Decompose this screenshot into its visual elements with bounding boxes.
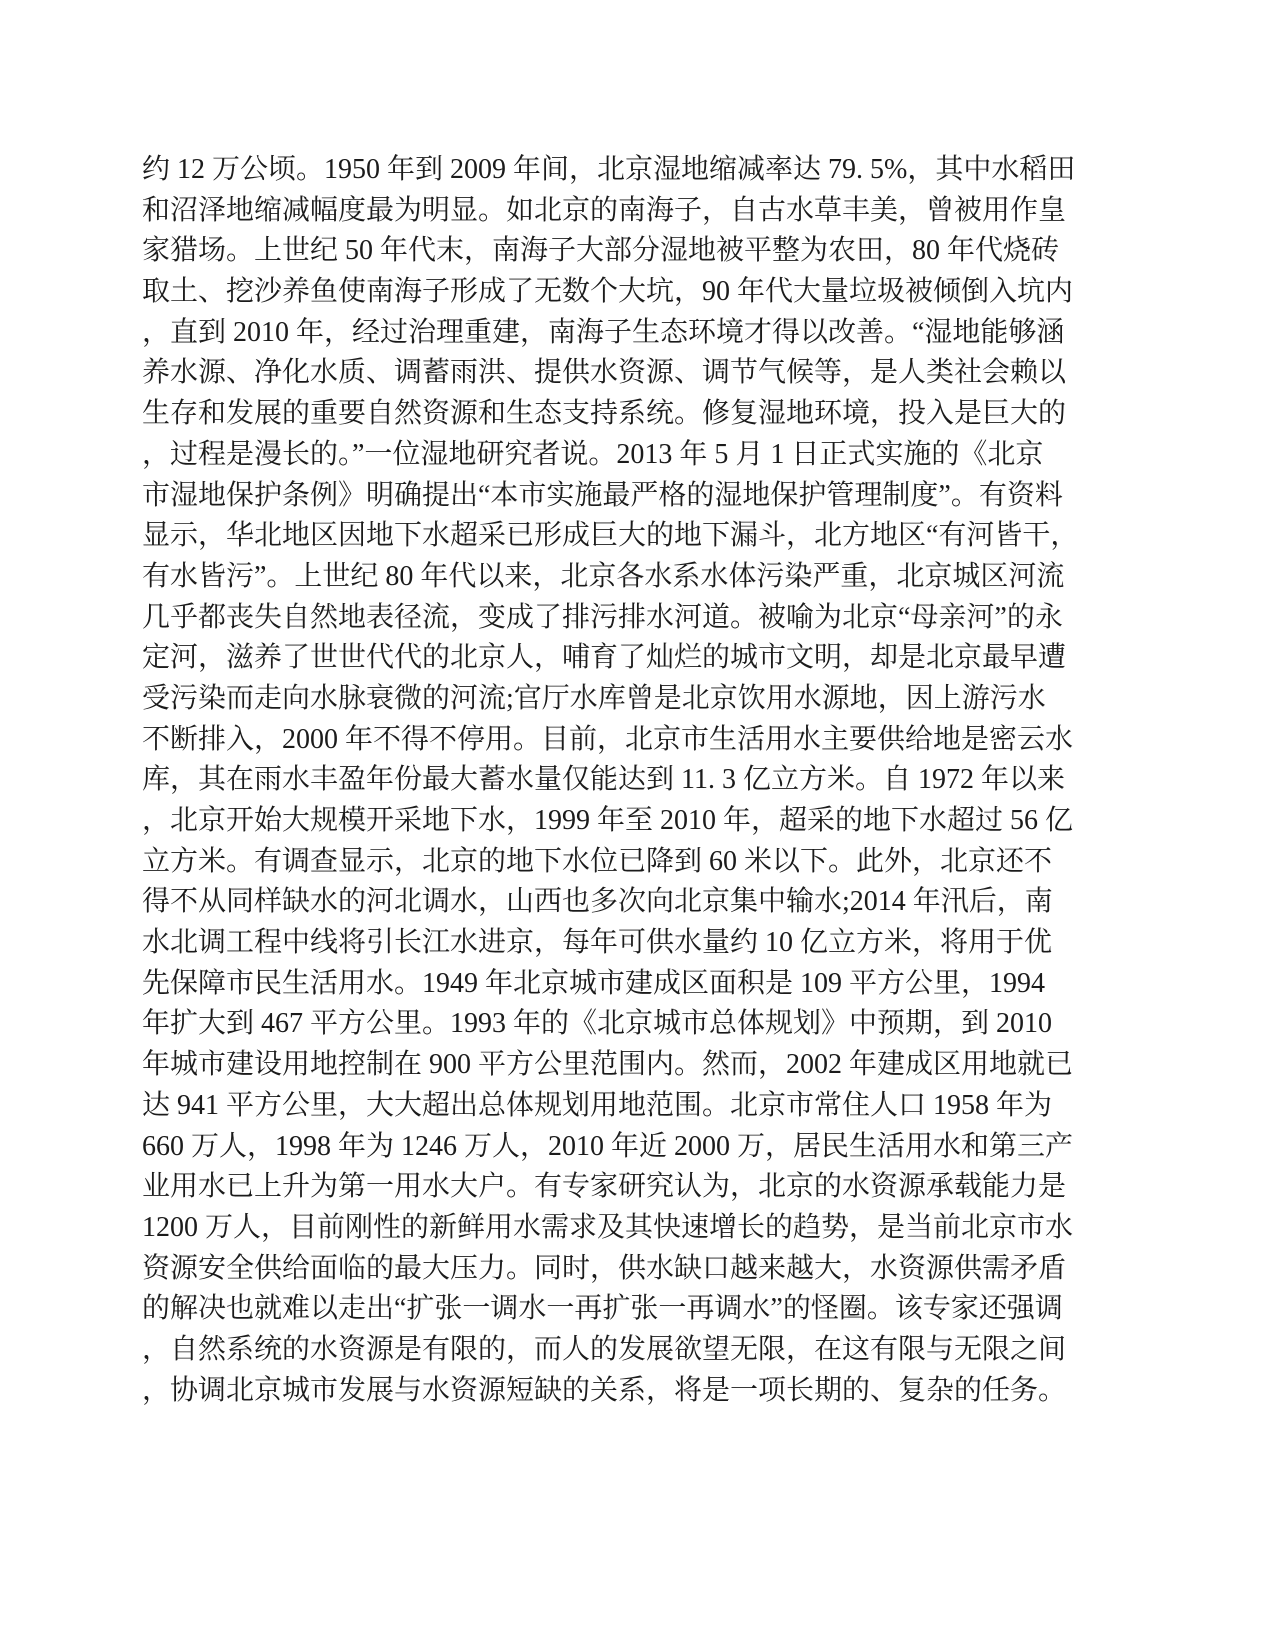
text-line: 市湿地保护条例》明确提出“本市实施最严格的湿地保护管理制度”。有资料 (142, 479, 1063, 511)
text-line: 业用水已上升为第一用水大户。有专家研究认为，北京的水资源承载能力是 (142, 1171, 1067, 1203)
text-line: 的解决也就难以走出“扩张一调水一再扩张一再调水”的怪圈。该专家还强调 (142, 1293, 1063, 1325)
text-line: 水北调工程中线将引长江水进京，每年可供水量约 10 亿立方米，将用于优 (142, 927, 1053, 959)
text-line: 和沼泽地缩减幅度最为明显。如北京的南海子，自古水草丰美，曾被用作皇 (142, 194, 1067, 226)
text-line: 得不从同样缺水的河北调水，山西也多次向北京集中输水;2014 年汛后，南 (142, 886, 1053, 918)
text-line: 有水皆污”。上世纪 80 年代以来，北京各水系水体污染严重，北京城区河流 (142, 560, 1065, 592)
text-line: 显示，华北地区因地下水超采已形成巨大的地下漏斗，北方地区“有河皆干， (142, 520, 1079, 552)
text-line: 先保障市民生活用水。1949 年北京城市建成区面积是 109 平方公里，1994 (142, 967, 1046, 999)
text-line: 生存和发展的重要自然资源和生态支持系统。修复湿地环境，投入是巨大的 (142, 398, 1067, 430)
text-line: 几乎都丧失自然地表径流，变成了排污排水河道。被喻为北京“母亲河”的永 (142, 601, 1063, 633)
text-line: ，直到 2010 年，经过治理重建，南海子生态环境才得以改善。“湿地能够涵 (142, 316, 1065, 348)
text-line: 立方米。有调查显示，北京的地下水位已降到 60 米以下。此外，北京还不 (142, 845, 1053, 877)
text-line: 定河，滋养了世世代代的北京人，哺育了灿烂的城市文明，却是北京最早遭 (142, 642, 1067, 674)
text-line: 受污染而走向水脉衰微的河流;官厅水库曾是北京饮用水源地，因上游污水 (142, 682, 1046, 714)
text-line: 养水源、净化水质、调蓄雨洪、提供水资源、调节气候等，是人类社会赖以 (142, 357, 1067, 389)
text-line: 年扩大到 467 平方公里。1993 年的《北京城市总体规划》中预期，到 2010 (142, 1008, 1053, 1040)
text-line: 达 941 平方公里，大大超出总体规划用地范围。北京市常住人口 1958 年为 (142, 1089, 1053, 1121)
text-line: 1200 万人，目前刚性的新鲜用水需求及其快速增长的趋势，是当前北京市水 (142, 1211, 1074, 1243)
text-line: 不断排入，2000 年不得不停用。目前，北京市生活用水主要供给地是密云水 (142, 723, 1074, 755)
text-line: 约 12 万公顷。1950 年到 2009 年间，北京湿地缩减率达 79. 5%，其中水稻田 (142, 154, 1076, 185)
text-line: ，协调北京城市发展与水资源短缺的关系，将是一项长期的、复杂的任务。 (142, 1374, 1067, 1406)
text-line: 库，其在雨水丰盈年份最大蓄水量仅能达到 11. 3 亿立方米。自 1972 年以来 (142, 764, 1065, 796)
text-line: 取土、挖沙养鱼使南海子形成了无数个大坑，90 年代大量垃圾被倾倒入坑内 (142, 276, 1074, 308)
text-line: 资源安全供给面临的最大压力。同时，供水缺口越来越大，水资源供需矛盾 (142, 1252, 1067, 1284)
text-line: ，北京开始大规模开采地下水，1999 年至 2010 年，超采的地下水超过 56 亿 (142, 805, 1074, 836)
text-line: ，自然系统的水资源是有限的，而人的发展欲望无限，在这有限与无限之间 (142, 1333, 1067, 1365)
body-paragraph (142, 150, 1117, 1411)
text-line: 660 万人，1998 年为 1246 万人，2010 年近 2000 万，居民生活用水和第三产 (142, 1130, 1074, 1162)
text-line: 家猎场。上世纪 50 年代末，南海子大部分湿地被平整为农田，80 年代烧砖 (142, 235, 1060, 267)
text-line: ，过程是漫长的。”一位湿地研究者说。2013 年 5 月 1 日正式实施的《北京 (142, 438, 1044, 470)
text-line: 年城市建设用地控制在 900 平方公里范围内。然而，2002 年建成区用地就已 (142, 1049, 1074, 1081)
